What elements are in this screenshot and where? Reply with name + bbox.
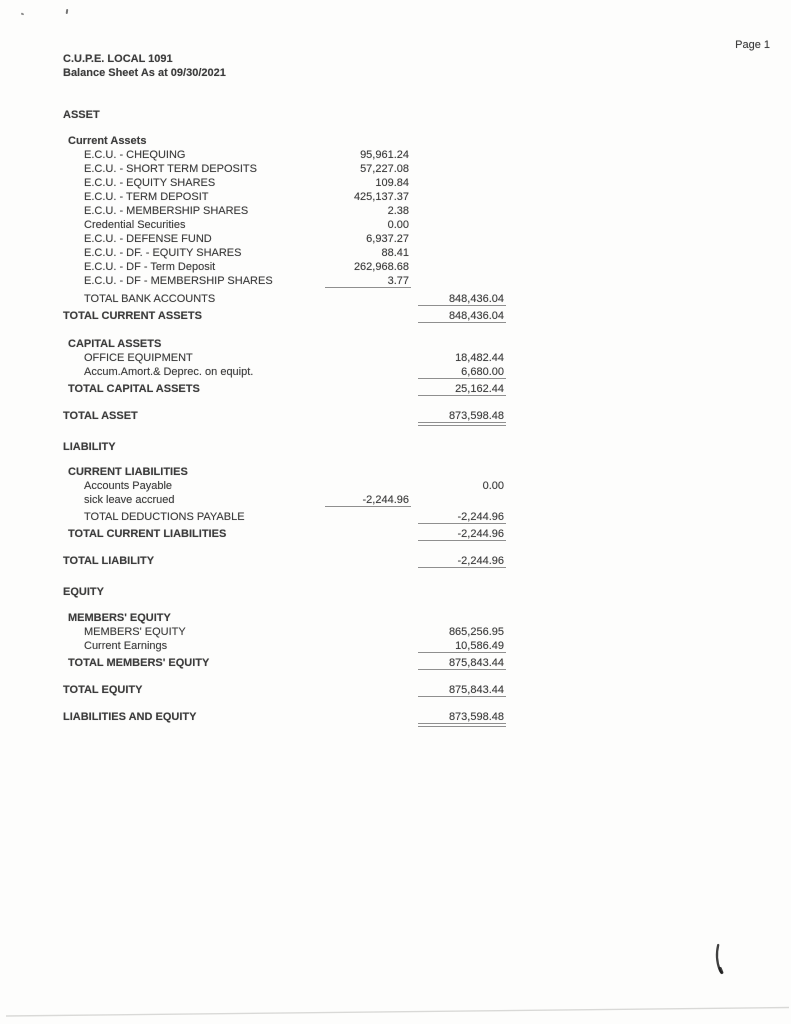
pen-mark-tip [720, 969, 722, 973]
row-value: 0.00 [482, 480, 504, 492]
balance-sheet-row [0, 204, 791, 218]
row-label: Accounts Payable [84, 480, 173, 492]
balance-sheet-row [0, 148, 791, 162]
row-value: 6,937.27 [366, 233, 409, 245]
balance-sheet-row [0, 274, 791, 288]
row-label: CAPITAL ASSETS [68, 338, 162, 350]
row-label: MEMBERS' EQUITY [84, 626, 186, 638]
row-label: TOTAL CURRENT ASSETS [63, 310, 202, 322]
balance-sheet-row [0, 382, 791, 396]
balance-sheet-row [0, 232, 791, 246]
org-name: C.U.P.E. LOCAL 1091 [63, 53, 173, 65]
balance-sheet-row [0, 162, 791, 176]
row-label: E.C.U. - EQUITY SHARES [84, 177, 216, 189]
balance-sheet-row [0, 351, 791, 365]
row-label: CURRENT LIABILITIES [68, 466, 188, 478]
row-label: EQUITY [63, 586, 104, 598]
scan-speck-icon [21, 12, 25, 15]
scan-speck-icon [66, 9, 68, 14]
row-label: TOTAL CURRENT LIABILITIES [68, 528, 227, 540]
balance-sheet-row [0, 625, 791, 639]
balance-sheet-row [0, 246, 791, 260]
row-label: E.C.U. - SHORT TERM DEPOSITS [84, 163, 257, 175]
row-value: 57,227.08 [360, 163, 409, 175]
row-value: 0.00 [387, 219, 409, 231]
row-label: TOTAL EQUITY [63, 684, 143, 696]
pen-mark [717, 945, 722, 972]
row-label: TOTAL LIABILITY [63, 555, 155, 567]
row-value: 262,968.68 [353, 261, 409, 273]
balance-sheet-row [0, 108, 791, 122]
row-value: 88.41 [381, 247, 409, 259]
balance-sheet-row [0, 190, 791, 204]
balance-sheet-row [0, 465, 791, 479]
row-label: Current Earnings [84, 640, 168, 652]
page-number: Page 1 [735, 39, 770, 51]
row-value: 2.38 [387, 205, 409, 217]
report-title: Balance Sheet As at 09/30/2021 [63, 67, 226, 79]
row-label: TOTAL MEMBERS' EQUITY [68, 657, 210, 669]
row-value: 3.77 [325, 274, 411, 288]
row-label: E.C.U. - DF - Term Deposit [84, 261, 216, 273]
balance-sheet-row [0, 639, 791, 653]
row-value: 873,598.48 [418, 409, 506, 423]
balance-sheet-row [0, 292, 791, 306]
row-value: 848,436.04 [418, 309, 506, 323]
scan-edge-line [6, 1008, 789, 1017]
balance-sheet-row [0, 493, 791, 507]
row-label: Credential Securities [84, 219, 186, 231]
row-value: 18,482.44 [455, 352, 504, 364]
row-value: 873,598.48 [418, 710, 506, 724]
row-value: 109.84 [375, 177, 409, 189]
balance-sheet-row [0, 585, 791, 599]
balance-sheet-row [0, 365, 791, 379]
row-value: 875,843.44 [418, 683, 506, 697]
balance-sheet-row [0, 260, 791, 274]
balance-sheet-row [0, 554, 791, 568]
row-label: TOTAL CAPITAL ASSETS [68, 383, 200, 395]
row-label: E.C.U. - TERM DEPOSIT [84, 191, 209, 203]
row-label: OFFICE EQUIPMENT [84, 352, 193, 364]
balance-sheet-row [0, 527, 791, 541]
balance-sheet-row [0, 337, 791, 351]
balance-sheet-row [0, 440, 791, 454]
row-value: -2,244.96 [325, 493, 411, 507]
balance-sheet-row [0, 134, 791, 148]
row-label: TOTAL BANK ACCOUNTS [84, 293, 216, 305]
row-value: -2,244.96 [418, 510, 506, 524]
row-value: 25,162.44 [418, 382, 506, 396]
row-label: TOTAL ASSET [63, 410, 138, 422]
row-value: 848,436.04 [418, 292, 506, 306]
balance-sheet-row [0, 510, 791, 524]
row-label: LIABILITY [63, 441, 116, 453]
balance-sheet-row [0, 611, 791, 625]
row-label: E.C.U. - DF - MEMBERSHIP SHARES [84, 275, 273, 287]
row-label: TOTAL DEDUCTIONS PAYABLE [84, 511, 245, 523]
row-label: E.C.U. - DEFENSE FUND [84, 233, 212, 245]
row-value: -2,244.96 [418, 554, 506, 568]
row-value: 865,256.95 [448, 626, 504, 638]
row-value: -2,244.96 [418, 527, 506, 541]
balance-sheet-rows [0, 108, 791, 724]
balance-sheet-row [0, 710, 791, 724]
row-label: Current Assets [68, 135, 147, 147]
row-value: 10,586.49 [418, 639, 506, 653]
row-value: 425,137.37 [353, 191, 409, 203]
row-value: 875,843.44 [418, 656, 506, 670]
balance-sheet-row [0, 176, 791, 190]
balance-sheet-row [0, 218, 791, 232]
balance-sheet-row [0, 656, 791, 670]
row-label: MEMBERS' EQUITY [68, 612, 171, 624]
row-label: Accum.Amort.& Deprec. on equipt. [84, 366, 254, 378]
row-value: 6,680.00 [418, 365, 506, 379]
balance-sheet-row [0, 683, 791, 697]
row-value: 95,961.24 [360, 149, 409, 161]
row-label: sick leave accrued [84, 494, 175, 506]
document-header [63, 52, 226, 80]
balance-sheet-row [0, 309, 791, 323]
row-label: E.C.U. - DF. - EQUITY SHARES [84, 247, 242, 259]
row-label: LIABILITIES AND EQUITY [63, 711, 197, 723]
balance-sheet-row [0, 409, 791, 423]
row-label: ASSET [63, 109, 100, 121]
row-label: E.C.U. - MEMBERSHIP SHARES [84, 205, 249, 217]
balance-sheet-row [0, 479, 791, 493]
row-label: E.C.U. - CHEQUING [84, 149, 186, 161]
